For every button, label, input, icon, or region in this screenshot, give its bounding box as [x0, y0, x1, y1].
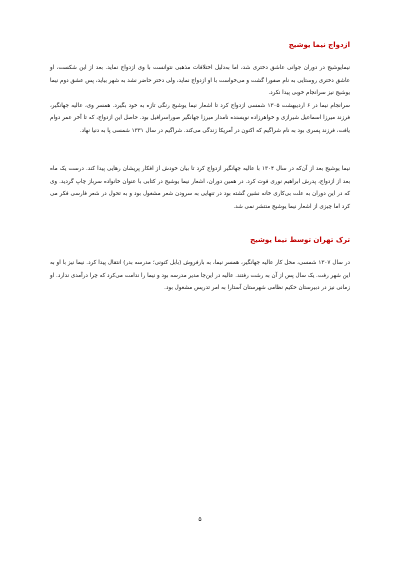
paragraph: نیما یوشیج بعد از آن‌که در سال ۱۳۰۴ با عالیه جهانگیر ازدواج کرد تا بیان خودش از افکار پریشان رهایی پیدا کند. درست یک ماه بعد از ازدواج، پدرش ابراهیم نوری فوت کرد. در همین دوران، اشعار نیما یوشیج در کتابی با عنوان خانواده سرباز چاپ گردید. وی که در این دوران به علت بی‌کاری خانه نشین گشته بود در تنهایی به سرودن شعر مشغول بود و به تحول در شعر فارسی فکر می کرد اما چیزی از اشعار نیما یوشیج منتشر نمی شد. — [50, 166, 351, 210]
paragraph: در سال ۱۳۰۷ شمسی، محل کار عالیه جهانگیر، همسر نیما، به بارفروش (بابل کنونی؛ مدرسه بدر) انتقال پیدا کرد. نیما نیز با او به این شهر رفت. یک سال پس از آن به رشت رفتند. عالیه در این‌جا مدیر مدرسه بود و نیما را ندامت می‌کرد که چرا درآمدی ندارد. او زمانی نیز در دبیرستان حکیم نظامی شهرستان آستارا به امر تدریس مشغول بود. — [50, 260, 350, 291]
section-heading-marriage: ازدواج نیما یوشیج — [288, 41, 350, 49]
paragraph: نیمایوشیج در دوران جوانی عاشق دختری شد، اما بەدلیل اختلافات مذهبی نتوانست با وی ازدواج نماید. بعد از این شکست، او عاشق دختری روستایی به نام صفورا گشت و می‌خواست با او ازدواج نماید، ولی دختر حاضر نشد به شهر بیاید، پس عشق دوم نیما یوشیج نیز سرانجام خوبی پیدا نکرد. — [50, 65, 350, 96]
paragraph: سرانجام نیما در ۶ اردیبهشت ۱۳۰۵ شمسی ازدواج کرد تا اشعار نیما یوشیج رنگی تازه به خود بگیرد. همسر وی، عالیه جهانگیر، فرزند میرزا اسماعیل شیرازی و خواهرزاده نویسنده نامدار میرزا جهانگیر صوراسرافیل بود. حاصل این ازدواج، که تا آخر عمر دوام یافت، فرزند پسری بود به نام شراگیم که اکنون در آمریکا زندگی می‌کند. شراگیم در سال ۱۳۳۱ شمسی پا به دنیا نهاد. — [50, 102, 350, 134]
section-heading-leaving-tehran: ترک تهران توسط نیما یوشیج — [250, 236, 350, 244]
page-number: ۵ — [198, 516, 202, 523]
page-content — [50, 40, 350, 295]
